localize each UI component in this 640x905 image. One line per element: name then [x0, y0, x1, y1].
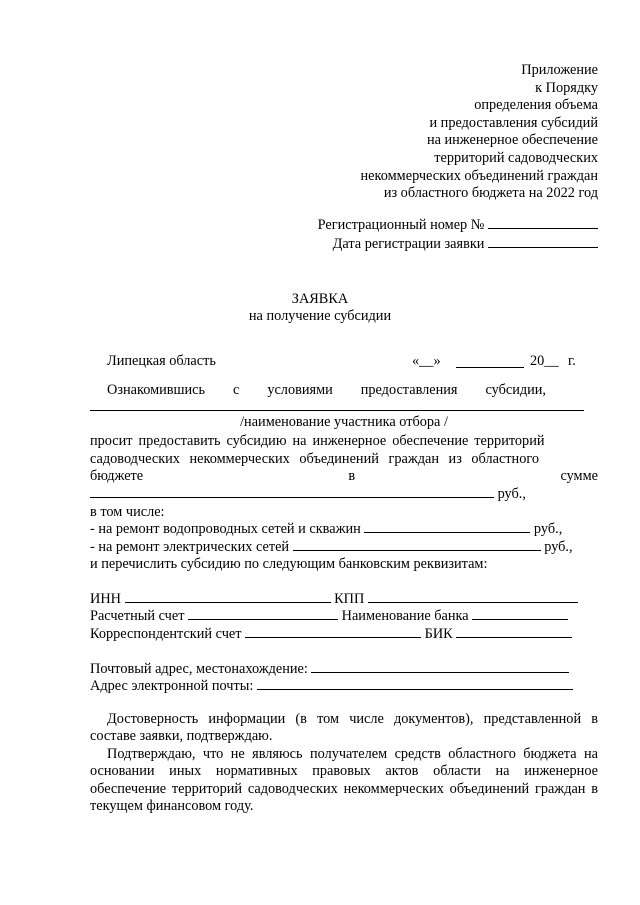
- date-month-blank[interactable]: [456, 355, 524, 368]
- registration-number-row: [318, 216, 598, 235]
- water-repair-blank[interactable]: [364, 520, 530, 533]
- appendix-line: из областного бюджета на 2022 год: [383, 185, 598, 202]
- participant-name-blank[interactable]: [90, 398, 584, 411]
- inn-blank[interactable]: [125, 590, 331, 603]
- amount-row: [90, 485, 598, 503]
- corr-account-label: Корреспондентский счет: [90, 626, 242, 642]
- region-label: Липецкая область: [107, 353, 216, 369]
- water-repair-rub: руб.,: [533, 521, 563, 537]
- appendix-line: Приложение: [521, 62, 598, 78]
- appendix-line: некоммерческих объединений граждан: [360, 167, 598, 184]
- email-row: [90, 677, 598, 695]
- request-text-1: просит предоставить субсидию на инженерное обеспечение территорий: [90, 433, 545, 449]
- electric-repair-blank[interactable]: [293, 538, 541, 551]
- appendix-line: территорий садоводческих: [434, 149, 598, 166]
- title-main: ЗАЯВКА: [291, 291, 349, 307]
- water-repair-label: - на ремонт водопроводных сетей и скважин: [90, 521, 361, 537]
- request-word: в: [348, 468, 356, 484]
- including-label: в том числе:: [90, 504, 165, 520]
- acquainted-word: субсидии,: [485, 382, 546, 398]
- bank-intro: и перечислить субсидию по следующим банковским реквизитам:: [90, 556, 488, 572]
- account-label: Расчетный счет: [90, 608, 185, 624]
- request-word: бюджете: [90, 468, 144, 484]
- electric-repair-label: - на ремонт электрических сетей: [90, 539, 290, 555]
- acquainted-row: [107, 381, 546, 399]
- acquainted-word: с: [233, 382, 240, 398]
- document-title: [0, 291, 640, 325]
- request-line-1: [90, 432, 598, 450]
- request-line-3: [90, 467, 598, 485]
- bank-name-label: Наименование банка: [341, 608, 469, 624]
- reliability-paragraph: Достоверность информации (в том числе документов), представленной в составе заявки, подтверждаю.: [90, 711, 598, 745]
- postal-label: Почтовый адрес, местонахождение:: [90, 661, 308, 677]
- acquainted-word: Ознакомившись: [107, 382, 206, 398]
- appendix-line: и предоставления субсидий: [429, 114, 598, 131]
- corr-bik-row: [90, 625, 598, 643]
- acquainted-word: условиями: [267, 382, 333, 398]
- inn-kpp-row: [90, 590, 598, 608]
- bik-label: БИК: [424, 626, 453, 642]
- bik-blank[interactable]: [456, 625, 572, 638]
- registration-date-row: [318, 235, 598, 254]
- amount-blank[interactable]: [90, 485, 494, 498]
- registration-date-label: Дата регистрации заявки: [332, 236, 485, 252]
- registration-block: [318, 216, 598, 254]
- kpp-label: КПП: [334, 591, 365, 607]
- title-sub: на получение субсидии: [248, 308, 392, 324]
- kpp-blank[interactable]: [368, 590, 578, 603]
- request-word: сумме: [560, 468, 598, 484]
- amount-rub: руб.,: [497, 486, 526, 502]
- postal-row: [90, 660, 598, 678]
- participant-caption: /наименование участника отбора /: [240, 414, 448, 430]
- account-row: [90, 607, 598, 625]
- date-year: 20__: [530, 353, 559, 369]
- bank-name-blank[interactable]: [472, 607, 568, 620]
- registration-number-blank[interactable]: [488, 216, 598, 229]
- inn-label: ИНН: [90, 591, 121, 607]
- registration-date-blank[interactable]: [488, 235, 598, 248]
- appendix-line: определения объема: [474, 97, 598, 114]
- date-year-suffix: г.: [568, 353, 576, 369]
- date-day: «__»: [412, 353, 441, 369]
- appendix-line: на инженерное обеспечение: [426, 132, 598, 149]
- electric-repair-rub: руб.,: [544, 539, 573, 555]
- appendix-block: [361, 62, 598, 203]
- email-label: Адрес электронной почты:: [90, 678, 254, 694]
- request-line-2: садоводческих некоммерческих объединений граждан из областного: [90, 451, 540, 467]
- corr-account-blank[interactable]: [245, 625, 421, 638]
- electric-repair-row: [90, 538, 598, 556]
- appendix-line: к Порядку: [535, 79, 598, 96]
- account-blank[interactable]: [188, 607, 338, 620]
- acquainted-word: предоставления: [360, 382, 458, 398]
- postal-blank[interactable]: [311, 660, 569, 673]
- email-blank[interactable]: [257, 677, 573, 690]
- not-recipient-paragraph: Подтверждаю, что не являюсь получателем средств областного бюджета на основании иных нормативных правовых актов области на инженерное обеспечение территорий садоводческих некоммерческих объединений граждан в текущем финансовом году.: [90, 746, 598, 814]
- registration-number-label: Регистрационный номер №: [317, 217, 485, 233]
- water-repair-row: [90, 520, 598, 538]
